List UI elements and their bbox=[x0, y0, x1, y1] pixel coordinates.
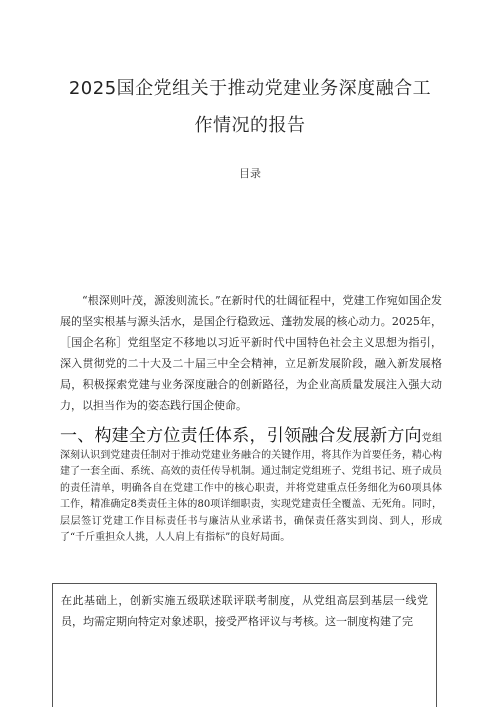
document-title: 2025国企党组关于推动党建业务深度融合工作情况的报告 bbox=[68, 78, 432, 136]
section-1-heading: 一、构建全方位责任体系，引领融合发展新方向 bbox=[60, 426, 422, 446]
section-1 bbox=[60, 425, 442, 547]
boxed-paragraph: 在此基础上，创新实施五级联述联评联考制度，从党组高层到基层一线党员，均需定期向特定对象述职，接受严格评议与考核。这一制度构建了完 bbox=[61, 594, 428, 628]
toc-label: 目录 bbox=[239, 167, 261, 180]
boxed-text-block bbox=[52, 583, 437, 707]
section-1-body: 党组深刻认识到党建责任制对于推动党建业务融合的关键作用，将其作为首要任务，精心构建了一套全面、系统、高效的责任传导机制。通过制定党组班子、党组书记、班子成员的责任清单，明确各自在党建工作中的核心职责，并将党建重点任务细化为60项具体工作，精准确定8类责任主体的80项详细职责，实现党建责任全覆盖、无死角。同时，层层签订党建工作目标责任书与廉洁从业承诺书，确保责任落实到岗、到人，形成了“千斤重担众人挑，人人肩上有指标”的良好局面。 bbox=[60, 433, 443, 543]
intro-paragraph: “根深则叶茂，源浚则流长。”在新时代的壮阔征程中，党建工作宛如国企发展的坚实根基与源头活水，是国企行稳致远、蓬勃发展的核心动力。2025年，［国企名称］党组坚定不移地以习近平新时代中国特色社会主义思想为指引，深入贯彻党的二十大及二十届三中全会精神，立足新发展阶段，融入新发展格局，积极探索党建与业务深度融合的创新路径，为企业高质量发展注入强大动力，以担当作为的姿态践行国企使命。 bbox=[60, 294, 442, 412]
